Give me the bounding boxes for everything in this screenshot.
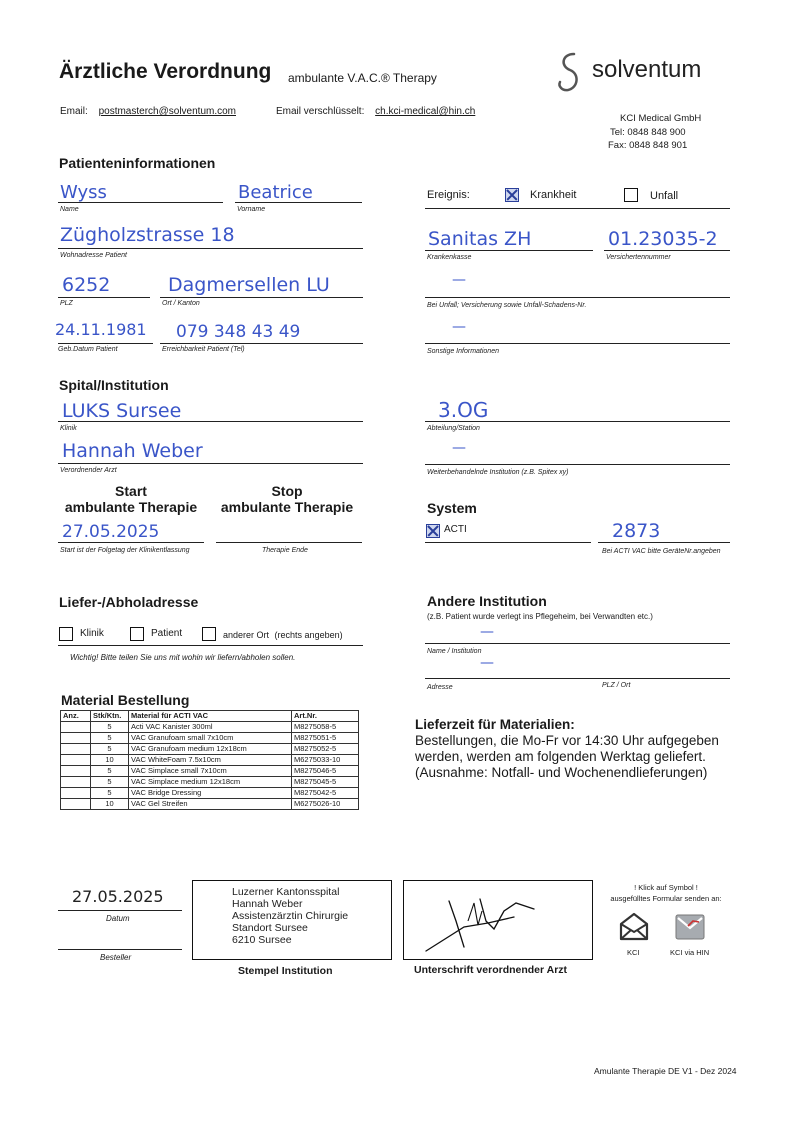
end-date-label: Therapie Ende <box>262 547 308 554</box>
liefer-patient-label: Patient <box>151 628 183 639</box>
versichertennummer-value[interactable]: 01.23035-2 <box>608 228 718 250</box>
klinik-value[interactable]: LUKS Sursee <box>62 400 182 422</box>
artnr-cell: M8275051-5 <box>292 733 359 744</box>
anz-cell[interactable] <box>61 766 91 777</box>
stop-title-line2: ambulante Therapie <box>220 499 354 515</box>
liefer-note: Wichtig! Bitte teilen Sie uns mit wohin wir liefern/abholen sollen. <box>70 653 296 662</box>
start-title <box>60 483 202 515</box>
signature-drawing <box>404 881 594 961</box>
table-row <box>61 766 359 777</box>
stamp-box[interactable] <box>192 880 392 960</box>
send-kci-hin-button[interactable] <box>675 912 705 942</box>
stamp-line-1: Luzerner Kantonsspital <box>232 886 340 898</box>
stamp-text <box>232 886 348 946</box>
artnr-cell: M8275045-5 <box>292 777 359 788</box>
company-block <box>604 112 701 153</box>
patient-phone-label: Erreichbarkeit Patient (Tel) <box>162 346 245 353</box>
table-row <box>61 777 359 788</box>
unfall-nr-value[interactable]: — <box>452 272 466 288</box>
start-date-value[interactable]: 27.05.2025 <box>62 522 160 542</box>
section-spital: Spital/Institution <box>59 377 169 393</box>
version-label: Amulante Therapie DE V1 - Dez 2024 <box>594 1066 737 1076</box>
stk-cell: 10 <box>91 755 129 766</box>
unfall-checkbox[interactable] <box>624 188 638 202</box>
liefer-anderer-label <box>223 630 343 640</box>
mail-hin-icon <box>675 912 705 942</box>
besteller-label: Besteller <box>100 953 132 962</box>
material-table <box>60 710 359 810</box>
andere-plz-label: PLZ / Ort <box>602 682 631 689</box>
andere-name-label: Name / Institution <box>427 648 482 655</box>
patient-dob-value[interactable]: 24.11.1981 <box>55 320 147 339</box>
arzt-label: Verordnender Arzt <box>60 467 117 474</box>
kci-label: KCI <box>627 948 640 957</box>
company-fax: Fax: 0848 848 901 <box>608 140 688 151</box>
lieferzeit-text-2: werden, werden am folgenden Werktag geliefert. <box>415 749 706 764</box>
geraet-value[interactable]: 2873 <box>612 520 661 542</box>
andere-adresse-label: Adresse <box>427 684 453 691</box>
click-note-2: ausgefülltes Formular senden an: <box>610 894 722 903</box>
patient-name-label: Name <box>60 206 79 213</box>
header-material: Material für ACTI VAC <box>129 711 292 722</box>
patient-vorname-label: Vorname <box>237 206 266 213</box>
material-cell: VAC Gel Streifen <box>129 799 292 810</box>
section-patient: Patienteninformationen <box>59 155 216 171</box>
acti-label: ACTI <box>444 524 467 535</box>
weiterbehandelnde-value[interactable]: — <box>452 440 466 456</box>
stk-cell: 5 <box>91 788 129 799</box>
material-cell: VAC Granufoam medium 12x18cm <box>129 744 292 755</box>
section-material: Material Bestellung <box>61 692 190 708</box>
table-row <box>61 744 359 755</box>
stk-cell: 5 <box>91 766 129 777</box>
patient-vorname-value[interactable]: Beatrice <box>238 182 313 203</box>
signature-label: Unterschrift verordnender Arzt <box>414 964 568 976</box>
anz-cell[interactable] <box>61 777 91 788</box>
andere-adresse-value[interactable]: — <box>480 655 494 671</box>
event-label: Ereignis: <box>427 189 470 201</box>
click-note-1: ! Klick auf Symbol ! <box>634 883 698 892</box>
versichertennummer-label: Versichertennummer <box>606 254 671 261</box>
patient-ort-value[interactable]: Dagmersellen LU <box>168 274 330 296</box>
patient-address-label: Wohnadresse Patient <box>60 252 127 259</box>
signature-box[interactable] <box>403 880 593 960</box>
anz-cell[interactable] <box>61 722 91 733</box>
envelope-icon <box>618 910 650 942</box>
kci-hin-label: KCI via HIN <box>670 948 710 957</box>
email-link[interactable]: postmasterch@solventum.com <box>98 106 236 117</box>
acti-checkbox[interactable] <box>426 524 440 538</box>
patient-ort-label: Ort / Kanton <box>162 300 200 307</box>
andere-note: (z.B. Patient wurde verlegt ins Pflegeheim, bei Verwandten etc.) <box>427 612 653 621</box>
krankheit-label: Krankheit <box>530 189 577 201</box>
anz-cell[interactable] <box>61 755 91 766</box>
lieferzeit-text-3: (Ausnahme: Notfall- und Wochenendlieferungen) <box>415 765 708 780</box>
stk-cell: 5 <box>91 777 129 788</box>
stamp-line-4: Standort Sursee <box>232 922 308 934</box>
table-row <box>61 799 359 810</box>
section-system: System <box>427 500 477 516</box>
artnr-cell: M8275058-5 <box>292 722 359 733</box>
anz-cell[interactable] <box>61 799 91 810</box>
header-anz: Anz. <box>61 711 91 722</box>
station-label: Abteilung/Station <box>427 425 480 432</box>
email-encrypted-link[interactable]: ch.kci-medical@hin.ch <box>375 106 476 117</box>
artnr-cell: M6275026-10 <box>292 799 359 810</box>
unfall-nr-label: Bei Unfall; Versicherung sowie Unfall-Schadens-Nr. <box>427 302 587 309</box>
krankenkasse-label: Krankenkasse <box>427 254 472 261</box>
material-cell: VAC WhiteFoam 7.5x10cm <box>129 755 292 766</box>
material-cell: VAC Granufoam small 7x10cm <box>129 733 292 744</box>
start-date-label: Start ist der Folgetag der Klinikentlassung <box>60 547 190 554</box>
material-table-wrap <box>60 710 359 810</box>
patient-phone-value[interactable]: 079 348 43 49 <box>176 322 301 342</box>
stk-cell: 10 <box>91 799 129 810</box>
krankenkasse-value[interactable]: Sanitas ZH <box>428 228 532 250</box>
table-row <box>61 733 359 744</box>
patient-plz-label: PLZ <box>60 300 73 307</box>
arzt-value[interactable]: Hannah Weber <box>62 440 203 462</box>
artnr-cell: M8275042-5 <box>292 788 359 799</box>
stop-title <box>216 483 358 515</box>
table-row <box>61 788 359 799</box>
andere-name-value[interactable]: — <box>480 624 494 640</box>
solventum-logo-icon <box>552 50 592 94</box>
stop-title-line1: Stop <box>271 483 303 499</box>
lieferzeit-block <box>415 717 719 781</box>
sonstige-label: Sonstige Informationen <box>427 348 499 355</box>
weiterbehandelnde-label: Weiterbehandelnde Institution (z.B. Spitex xy) <box>427 469 569 476</box>
send-kci-button[interactable] <box>618 910 650 942</box>
liefer-anderer-note: (rechts angeben) <box>274 630 343 640</box>
sonstige-value[interactable]: — <box>452 319 466 335</box>
liefer-anderer-text: anderer Ort <box>223 630 270 640</box>
anz-cell[interactable] <box>61 733 91 744</box>
stempel-label: Stempel Institution <box>238 965 333 977</box>
anz-cell[interactable] <box>61 788 91 799</box>
click-note <box>601 882 731 904</box>
material-cell: Acti VAC Kanister 300ml <box>129 722 292 733</box>
datum-label: Datum <box>106 914 130 923</box>
header-stk: Stk/Ktn. <box>91 711 129 722</box>
stamp-line-5: 6210 Sursee <box>232 934 292 946</box>
solventum-logo-text: solventum <box>592 56 702 83</box>
artnr-cell: M8275046-5 <box>292 766 359 777</box>
email-row <box>60 106 236 117</box>
lieferzeit-text-1: Bestellungen, die Mo-Fr vor 14:30 Uhr aufgegeben <box>415 733 719 748</box>
klinik-label: Klinik <box>60 425 77 432</box>
artnr-cell: M8275052-5 <box>292 744 359 755</box>
liefer-klinik-label: Klinik <box>80 628 104 639</box>
email-encrypted-row <box>276 106 475 117</box>
anz-cell[interactable] <box>61 744 91 755</box>
header-artnr: Art.Nr. <box>292 711 359 722</box>
patient-name-value[interactable]: Wyss <box>60 182 107 203</box>
table-row <box>61 722 359 733</box>
email-label: Email: <box>60 106 88 117</box>
stk-cell: 5 <box>91 722 129 733</box>
station-value[interactable]: 3.OG <box>438 398 489 422</box>
material-cell: VAC Simplace small 7x10cm <box>129 766 292 777</box>
stamp-line-2: Hannah Weber <box>232 898 303 910</box>
patient-dob-label: Geb.Datum Patient <box>58 346 118 353</box>
company-name: KCI Medical GmbH <box>620 113 702 124</box>
artnr-cell: M6275033-10 <box>292 755 359 766</box>
stk-cell: 5 <box>91 733 129 744</box>
krankheit-checkbox[interactable] <box>505 188 519 202</box>
section-liefer: Liefer-/Abholadresse <box>59 594 199 610</box>
footer-date-value[interactable]: 27.05.2025 <box>72 887 164 906</box>
company-tel: Tel: 0848 848 900 <box>610 126 686 138</box>
patient-plz-value[interactable]: 6252 <box>62 274 111 296</box>
unfall-label: Unfall <box>650 190 679 202</box>
section-andere: Andere Institution <box>427 593 547 609</box>
table-row <box>61 755 359 766</box>
stamp-line-3: Assistenzärztin Chirurgie <box>232 910 349 922</box>
start-title-line1: Start <box>115 483 147 499</box>
start-title-line2: ambulante Therapie <box>64 499 198 515</box>
liefer-anderer-checkbox[interactable] <box>202 627 216 641</box>
patient-address-value[interactable]: Zügholzstrasse 18 <box>60 224 235 246</box>
form-subtitle: ambulante V.A.C.® Therapy <box>288 71 437 85</box>
material-header-row <box>61 711 359 722</box>
email-encrypted-label: Email verschlüsselt: <box>276 106 365 117</box>
stk-cell: 5 <box>91 744 129 755</box>
solventum-logo <box>552 50 742 94</box>
liefer-patient-checkbox[interactable] <box>130 627 144 641</box>
material-cell: VAC Simplace medium 12x18cm <box>129 777 292 788</box>
material-cell: VAC Bridge Dressing <box>129 788 292 799</box>
form-title: Ärztliche Verordnung <box>59 60 272 83</box>
liefer-klinik-checkbox[interactable] <box>59 627 73 641</box>
lieferzeit-title: Lieferzeit für Materialien: <box>415 717 575 732</box>
geraet-label: Bei ACTI VAC bitte GeräteNr.angeben <box>602 548 721 555</box>
